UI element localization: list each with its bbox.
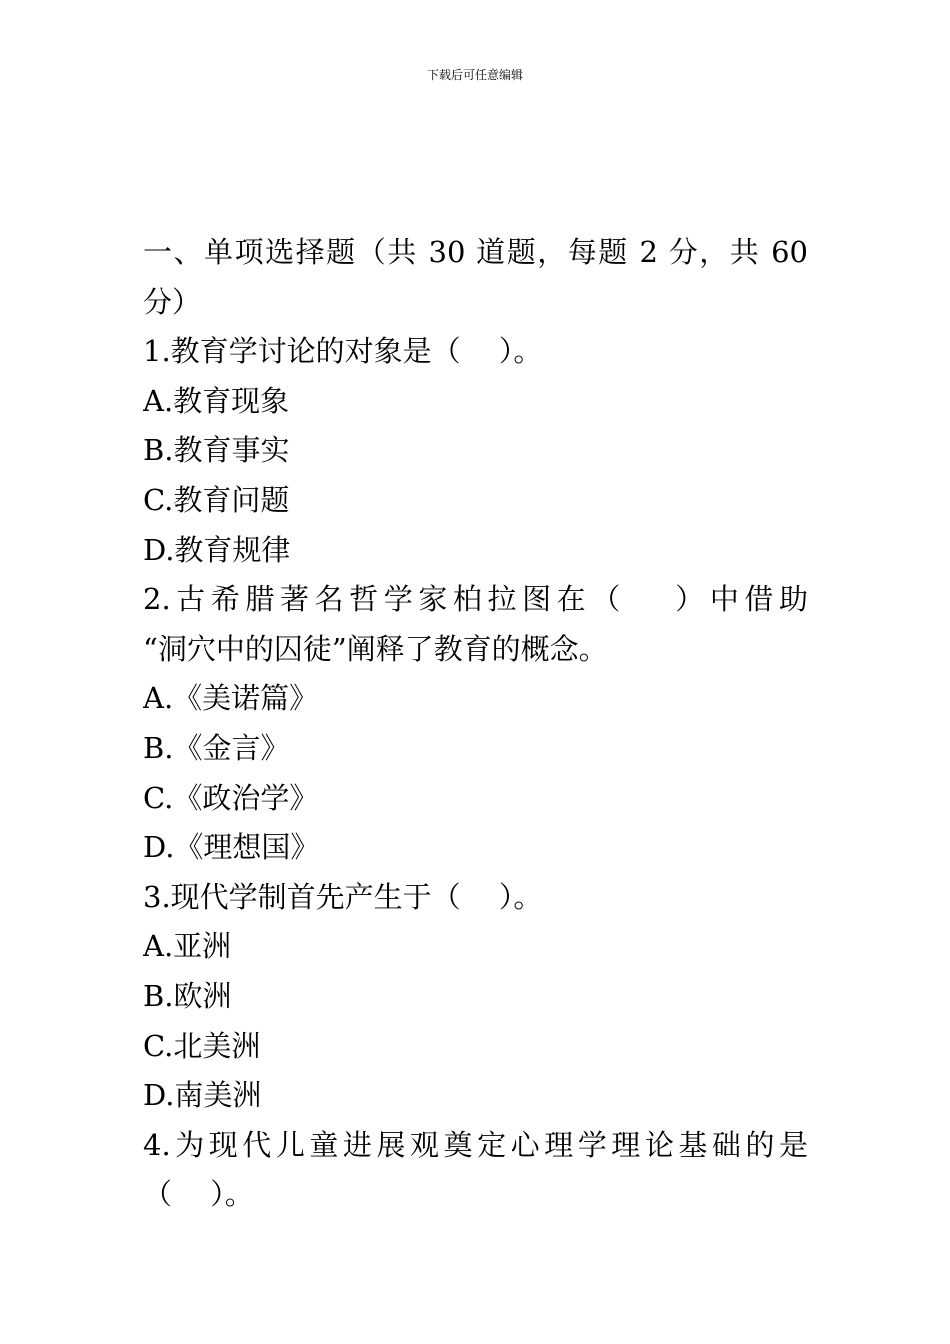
- question-3-option-b: B.欧洲: [143, 978, 232, 1013]
- section-title: 一、单项选择题（共 30 道题，每题 2 分，共 60: [143, 235, 808, 269]
- question-2-option-a: A.《美诺篇》: [143, 681, 319, 716]
- question-1-option-c: C.教育问题: [143, 482, 290, 517]
- question-2-option-c: C.《政治学》: [143, 780, 319, 815]
- question-4-stem-continued: （ ）。: [143, 1177, 254, 1212]
- page-header: 下载后可任意编辑: [426, 68, 523, 82]
- question-3-option-d: D.南美洲: [143, 1078, 262, 1113]
- section-title-continued: 分）: [143, 284, 202, 319]
- question-1-stem: 1.教育学讨论的对象是（ ）。: [143, 334, 543, 369]
- question-3-option-c: C.北美洲: [143, 1028, 261, 1063]
- question-4-stem: 4.为现代儿童进展观奠定心理学理论基础的是: [143, 1127, 808, 1162]
- document-body: [143, 228, 808, 1220]
- question-1-option-d: D.教育规律: [143, 532, 291, 567]
- question-3-option-a: A.亚洲: [143, 929, 232, 964]
- question-1-option-a: A.教育现象: [143, 383, 290, 418]
- question-2-stem-continued: “洞穴中的囚徒”阐释了教育的概念。: [143, 631, 608, 666]
- question-3-stem: 3.现代学制首先产生于（ ）。: [143, 879, 543, 914]
- question-2-option-b: B.《金言》: [143, 730, 290, 765]
- question-2-stem: 2.古希腊著名哲学家柏拉图在（ ）中借助: [143, 582, 808, 617]
- question-2-option-d: D.《理想国》: [143, 830, 320, 865]
- question-1-option-b: B.教育事实: [143, 433, 290, 468]
